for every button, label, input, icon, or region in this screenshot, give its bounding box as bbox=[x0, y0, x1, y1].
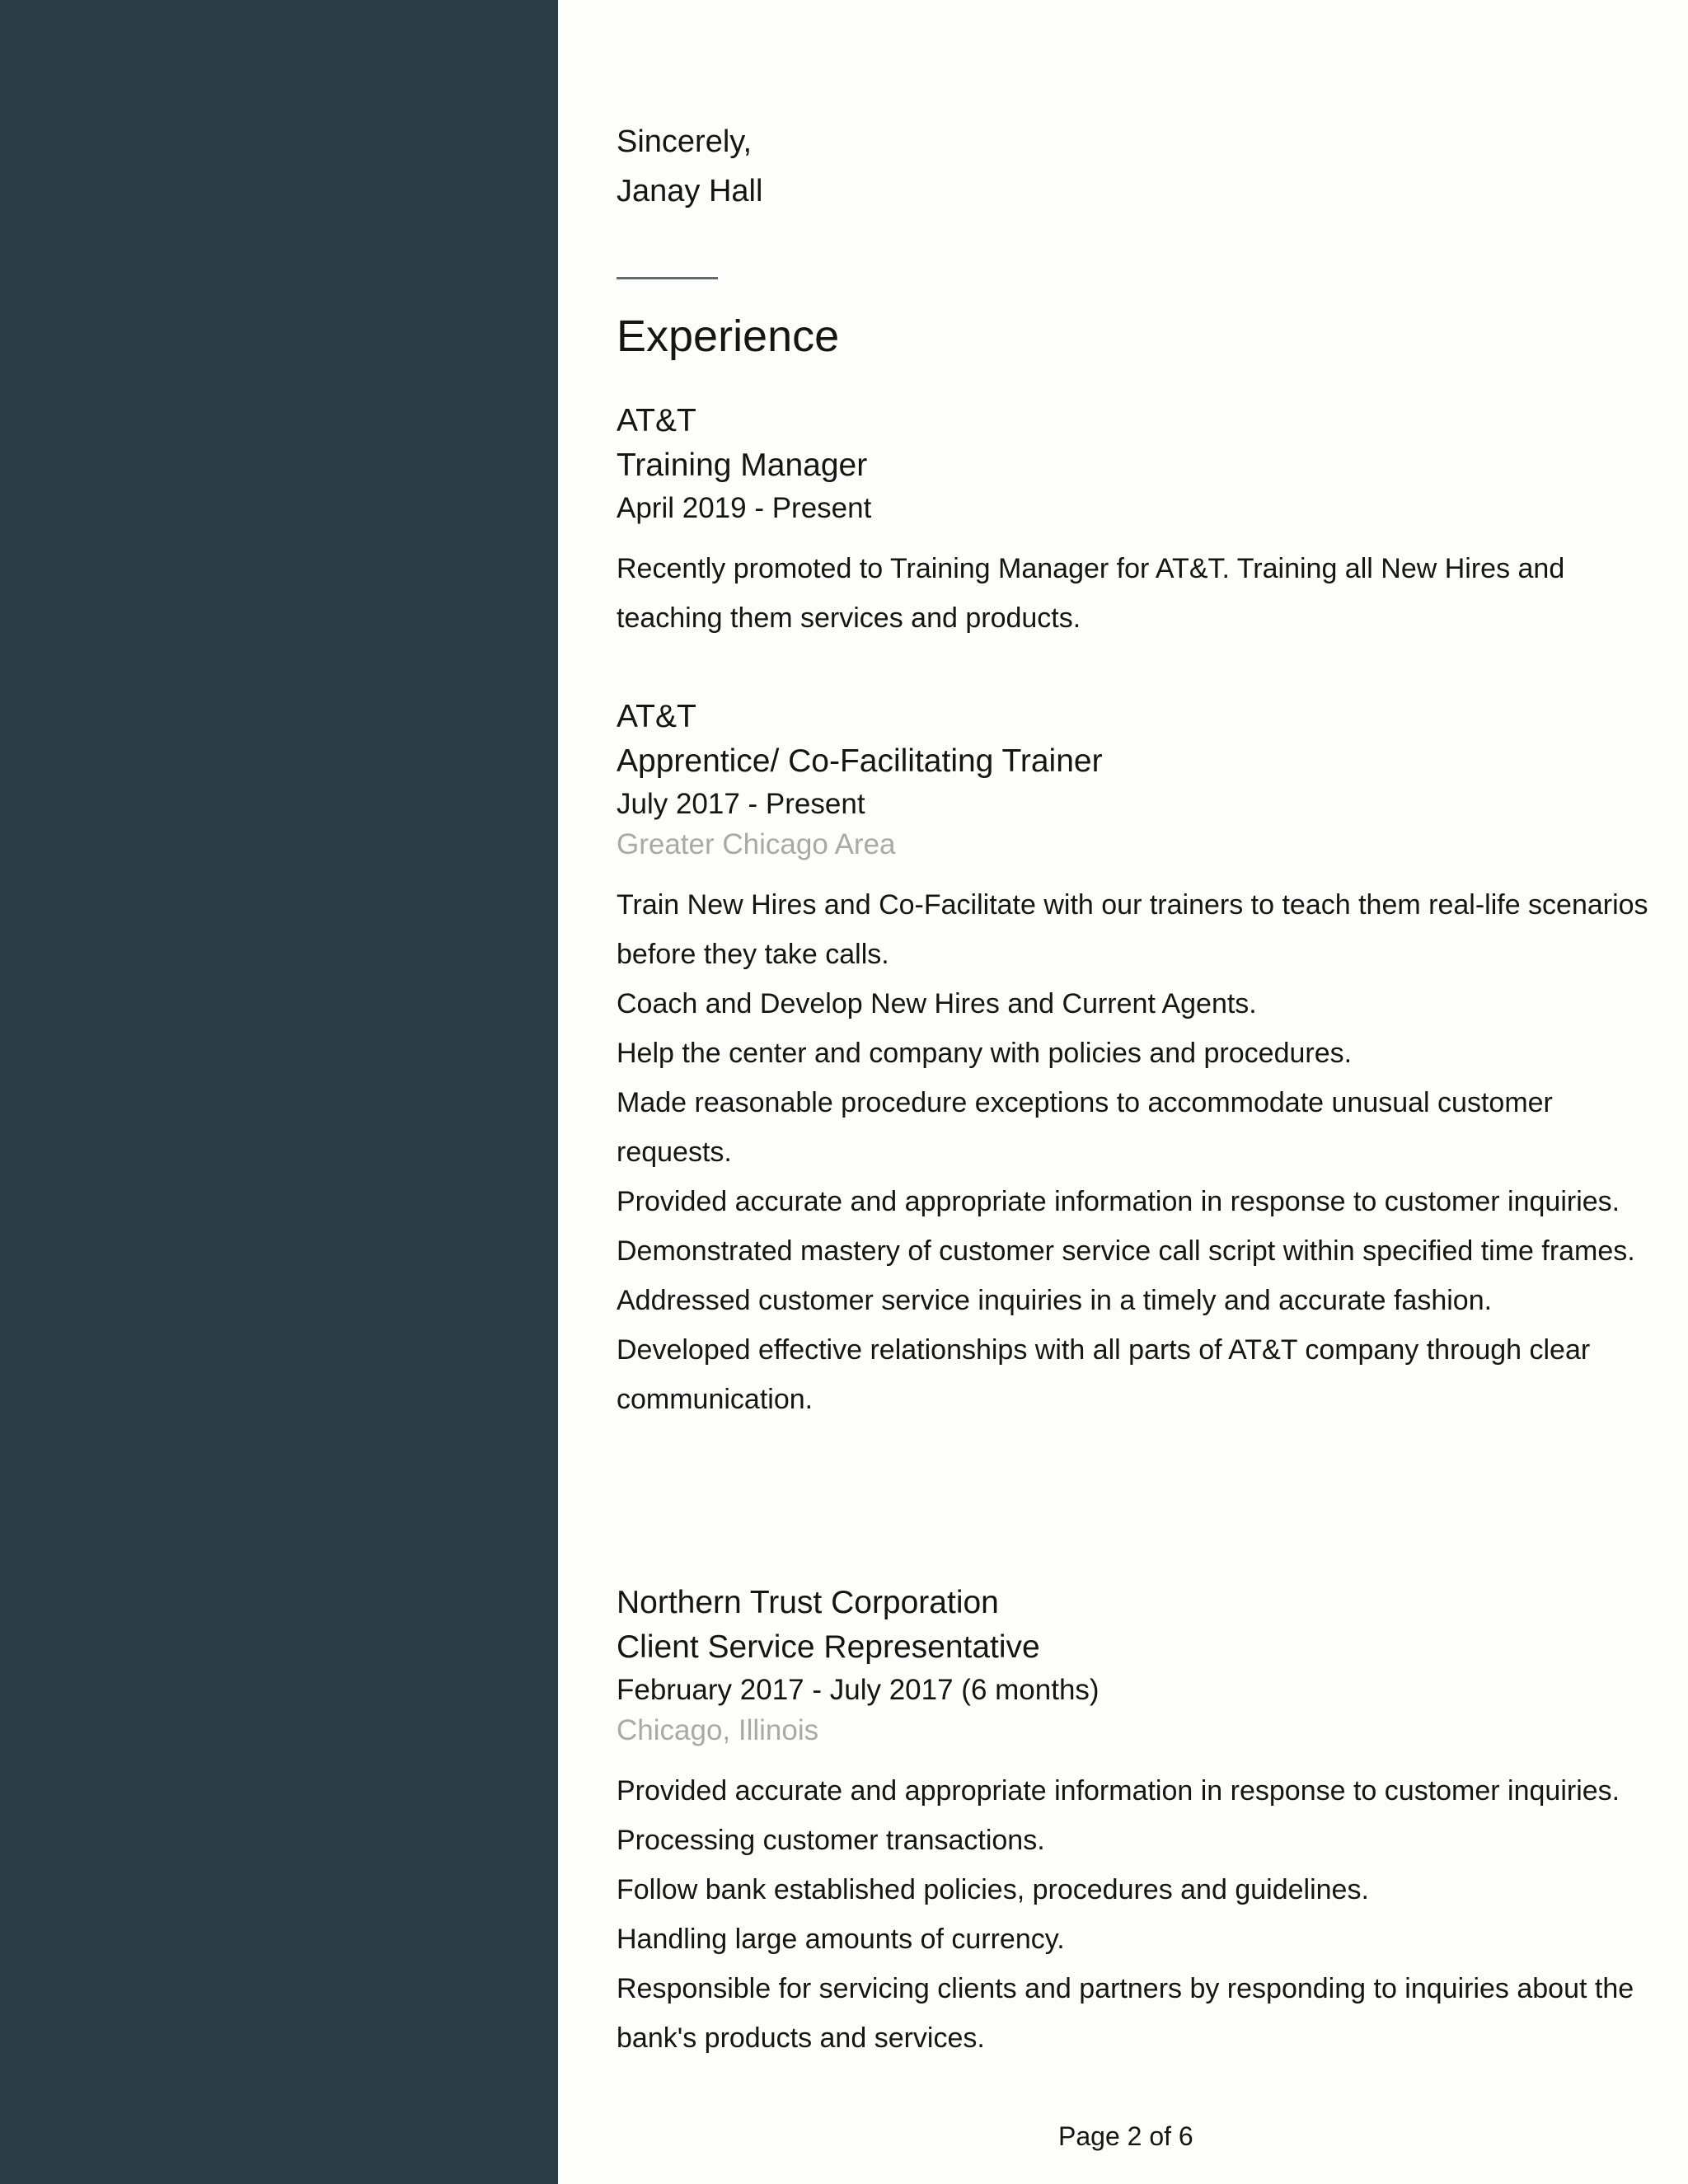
sidebar-panel bbox=[0, 0, 558, 2184]
job-company: Northern Trust Corporation bbox=[617, 1585, 999, 1620]
job-description-line: Addressed customer service inquiries in a timely and accurate fashion. bbox=[617, 1285, 1493, 1316]
job-dates: July 2017 - Present bbox=[617, 788, 865, 820]
job-description-line: Help the center and company with policies and procedures. bbox=[617, 1038, 1353, 1069]
job-title: Training Manager bbox=[617, 448, 868, 483]
job-description-line: Demonstrated mastery of customer service call script within specified time frames. bbox=[617, 1235, 1635, 1267]
experience-entry bbox=[617, 695, 1655, 1424]
page-content bbox=[617, 0, 1655, 2184]
job-location: Chicago, Illinois bbox=[617, 1714, 819, 1746]
closing-signature-name: Janay Hall bbox=[617, 174, 763, 209]
job-description bbox=[617, 544, 1655, 643]
job-description-line: Handling large amounts of currency. bbox=[617, 1924, 1065, 1955]
job-description bbox=[617, 880, 1655, 1424]
page-number: Page 2 of 6 bbox=[1058, 2121, 1193, 2151]
experience-heading: Experience bbox=[617, 312, 840, 361]
job-description-line: Developed effective relationships with all parts of AT&T company through clear communication. bbox=[617, 1334, 1591, 1415]
job-description-line: Responsible for servicing clients and partners by responding to inquiries about the bank's products and services. bbox=[617, 1973, 1634, 2054]
job-company: AT&T bbox=[617, 403, 696, 438]
job-company: AT&T bbox=[617, 699, 696, 734]
job-dates: April 2019 - Present bbox=[617, 492, 872, 524]
job-description-line: Provided accurate and appropriate information in response to customer inquiries. bbox=[617, 1775, 1620, 1807]
closing-salutation: Sincerely, bbox=[617, 124, 753, 159]
experience-entry bbox=[617, 1581, 1655, 2063]
job-location: Greater Chicago Area bbox=[617, 828, 896, 860]
job-title: Apprentice/ Co-Facilitating Trainer bbox=[617, 743, 1103, 779]
job-description-line: Train New Hires and Co-Facilitate with our trainers to teach them real-life scenarios before they take calls. bbox=[617, 889, 1648, 970]
job-description-line: Made reasonable procedure exceptions to accommodate unusual customer requests. bbox=[617, 1087, 1553, 1168]
job-description-line: Coach and Develop New Hires and Current Agents. bbox=[617, 988, 1257, 1019]
job-title: Client Service Representative bbox=[617, 1629, 1040, 1665]
job-description-line: Processing customer transactions. bbox=[617, 1825, 1045, 1856]
job-description bbox=[617, 1766, 1655, 2063]
section-divider bbox=[617, 277, 718, 279]
job-description-line: Follow bank established policies, procedures and guidelines. bbox=[617, 1874, 1369, 1905]
job-description-line: Provided accurate and appropriate information in response to customer inquiries. bbox=[617, 1186, 1620, 1217]
experience-entry bbox=[617, 399, 1655, 643]
letter-closing bbox=[617, 117, 762, 216]
job-dates: February 2017 - July 2017 (6 months) bbox=[617, 1674, 1100, 1706]
job-description-line: Recently promoted to Training Manager for AT&T. Training all New Hires and teaching them services and products. bbox=[617, 553, 1565, 634]
